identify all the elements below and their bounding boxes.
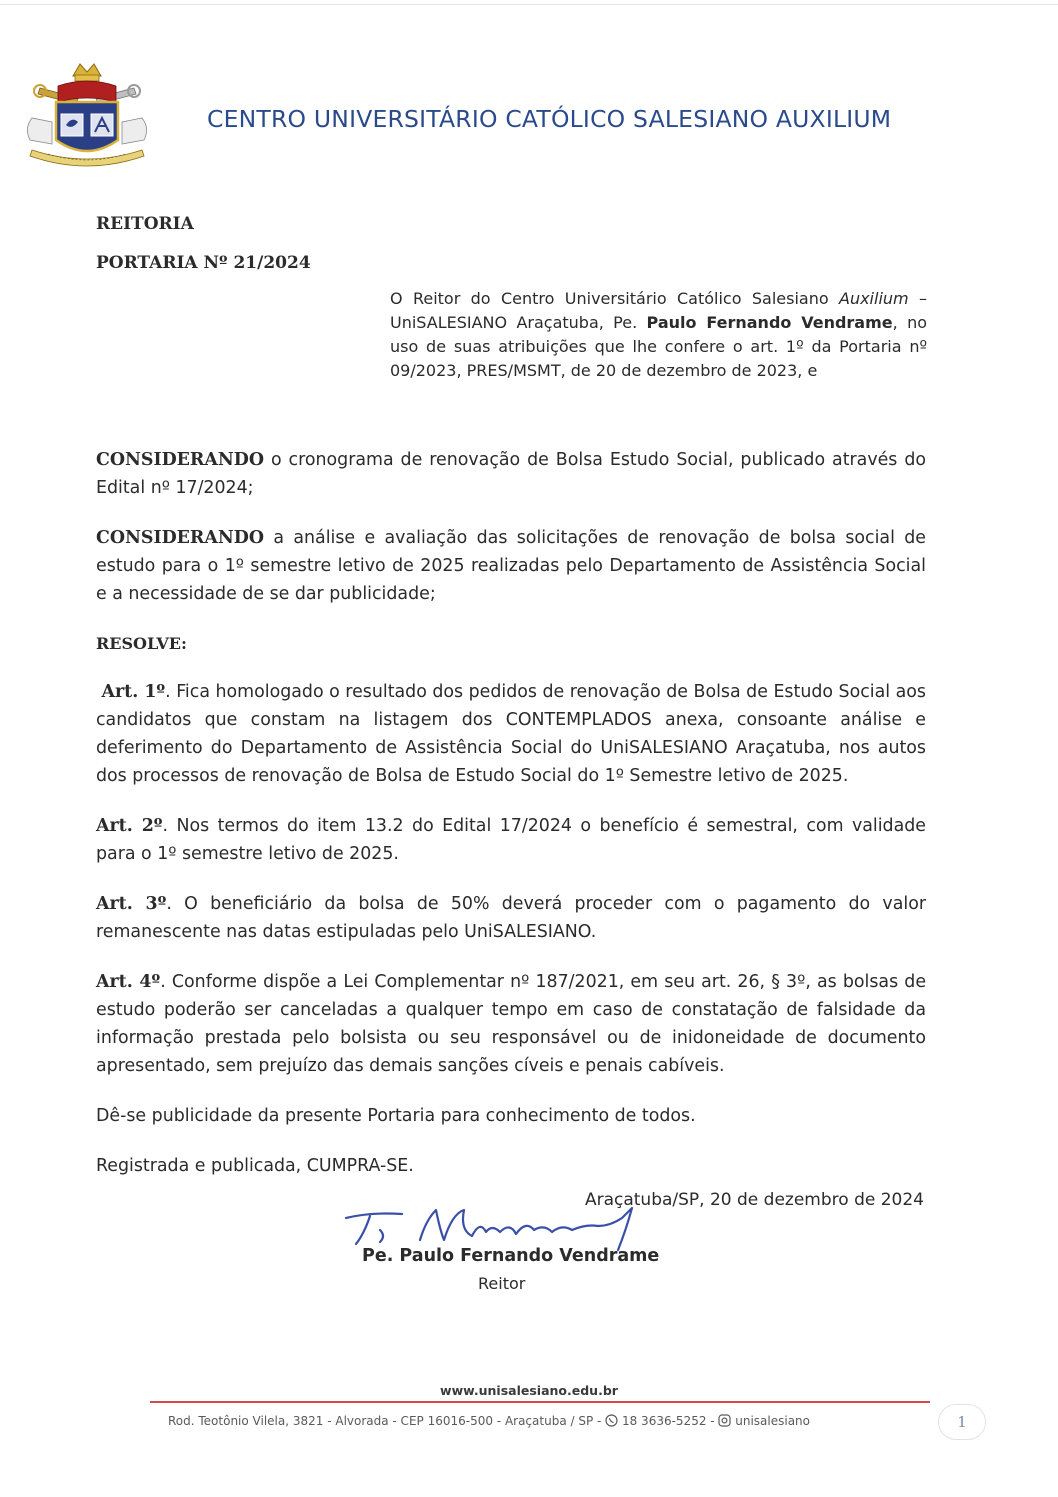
article-3-label: Art. 3º [96, 894, 167, 914]
article-1-paragraph [96, 678, 926, 790]
preamble-text-2: – UniSALESIANO Araçatuba, Pe. [390, 289, 927, 332]
university-crest-logo [18, 58, 156, 176]
article-2-text: . Nos termos do item 13.2 do Edital 17/2024 o benefício é semestral, com validade para o 1º semestre letivo de 2025. [96, 816, 926, 864]
considerando-2-text: a análise e avaliação das solicitações de renovação de bolsa social de estudo para o 1º semestre letivo de 2025 realizadas pelo Departamento de Assistência Social e a necessidade de se dar publicidade; [96, 528, 926, 604]
portaria-number: PORTARIA Nº 21/2024 [96, 253, 311, 273]
footer-phone: 18 3636-5252 - [618, 1414, 719, 1428]
article-3-text: . O beneficiário da bolsa de 50% deverá proceder com o pagamento do valor remanescente nas datas estipuladas pelo UniSALESIANO. [96, 894, 927, 942]
page-number: 1 [938, 1404, 986, 1440]
footer-address: Rod. Teotônio Vilela, 3821 - Alvorada - CEP 16016-500 - Araçatuba / SP - [168, 1414, 606, 1428]
resolve-heading: RESOLVE: [96, 634, 187, 653]
article-4-label: Art. 4º [96, 972, 161, 992]
footer-divider [150, 1401, 930, 1403]
article-1-label: Art. 1º [101, 682, 166, 702]
instagram-icon [718, 1414, 731, 1427]
place-date: Araçatuba/SP, 20 de dezembro de 2024 [584, 1190, 924, 1210]
preamble-auxilium: Auxilium [839, 289, 909, 308]
publicity-paragraph: Dê-se publicidade da presente Portaria para conhecimento de todos. [96, 1106, 696, 1126]
article-3-paragraph [96, 890, 926, 946]
article-2-label: Art. 2º [96, 816, 163, 836]
institution-name: CENTRO UNIVERSITÁRIO CATÓLICO SALESIANO AUXILIUM [207, 105, 892, 133]
considerando-1-paragraph [96, 446, 926, 502]
footer-address-line [168, 1414, 810, 1428]
registered-paragraph: Registrada e publicada, CUMPRA-SE. [96, 1156, 414, 1176]
article-4-text: . Conforme dispõe a Lei Complementar nº 187/2021, em seu art. 26, § 3º, as bolsas de estudo poderão ser canceladas a qualquer tempo em caso de constatação de falsidade da informação prestada pelo bolsista ou seu responsável ou de inidoneidade de documento apresentado, sem prejuízo das demais sanções cíveis e penais cabíveis. [96, 972, 927, 1076]
signer-role: Reitor [478, 1274, 526, 1293]
preamble-rector-name: Paulo Fernando Vendrame [646, 313, 893, 332]
article-1-text: . Fica homologado o resultado dos pedidos de renovação de Bolsa de Estudo Social aos candidatos que constam na listagem dos CONTEMPLADOS anexa, consoante análise e deferimento do Departamento de Assistência Social do UniSALESIANO Araçatuba, nos autos dos processos de renovação de Bolsa de Estudo Social do 1º Semestre letivo de 2025. [96, 682, 926, 786]
scan-top-edge [0, 4, 1058, 5]
document-body [96, 446, 926, 1202]
considerando-keyword: CONSIDERANDO [96, 450, 264, 470]
article-4-paragraph [96, 968, 926, 1080]
preamble-text-1: O Reitor do Centro Universitário Católico Salesiano [390, 289, 839, 308]
footer-website: www.unisalesiano.edu.br [440, 1383, 618, 1398]
preamble-paragraph [390, 287, 927, 383]
considerando-keyword: CONSIDERANDO [96, 528, 264, 548]
department-heading: REITORIA [96, 214, 194, 234]
preamble-text-3: , no uso de suas atribuições que lhe confere o art. 1º da Portaria nº 09/2023, PRES/MSMT, de 20 de dezembro de 2023, e [390, 313, 928, 380]
footer-social: unisalesiano [731, 1414, 810, 1428]
considerando-1-text: o cronograma de renovação de Bolsa Estudo Social, publicado através do Edital nº 17/2024; [96, 450, 926, 498]
considerando-2-paragraph [96, 524, 926, 608]
signer-name: Pe. Paulo Fernando Vendrame [362, 1246, 660, 1266]
whatsapp-icon [605, 1414, 618, 1427]
article-2-paragraph [96, 812, 926, 868]
